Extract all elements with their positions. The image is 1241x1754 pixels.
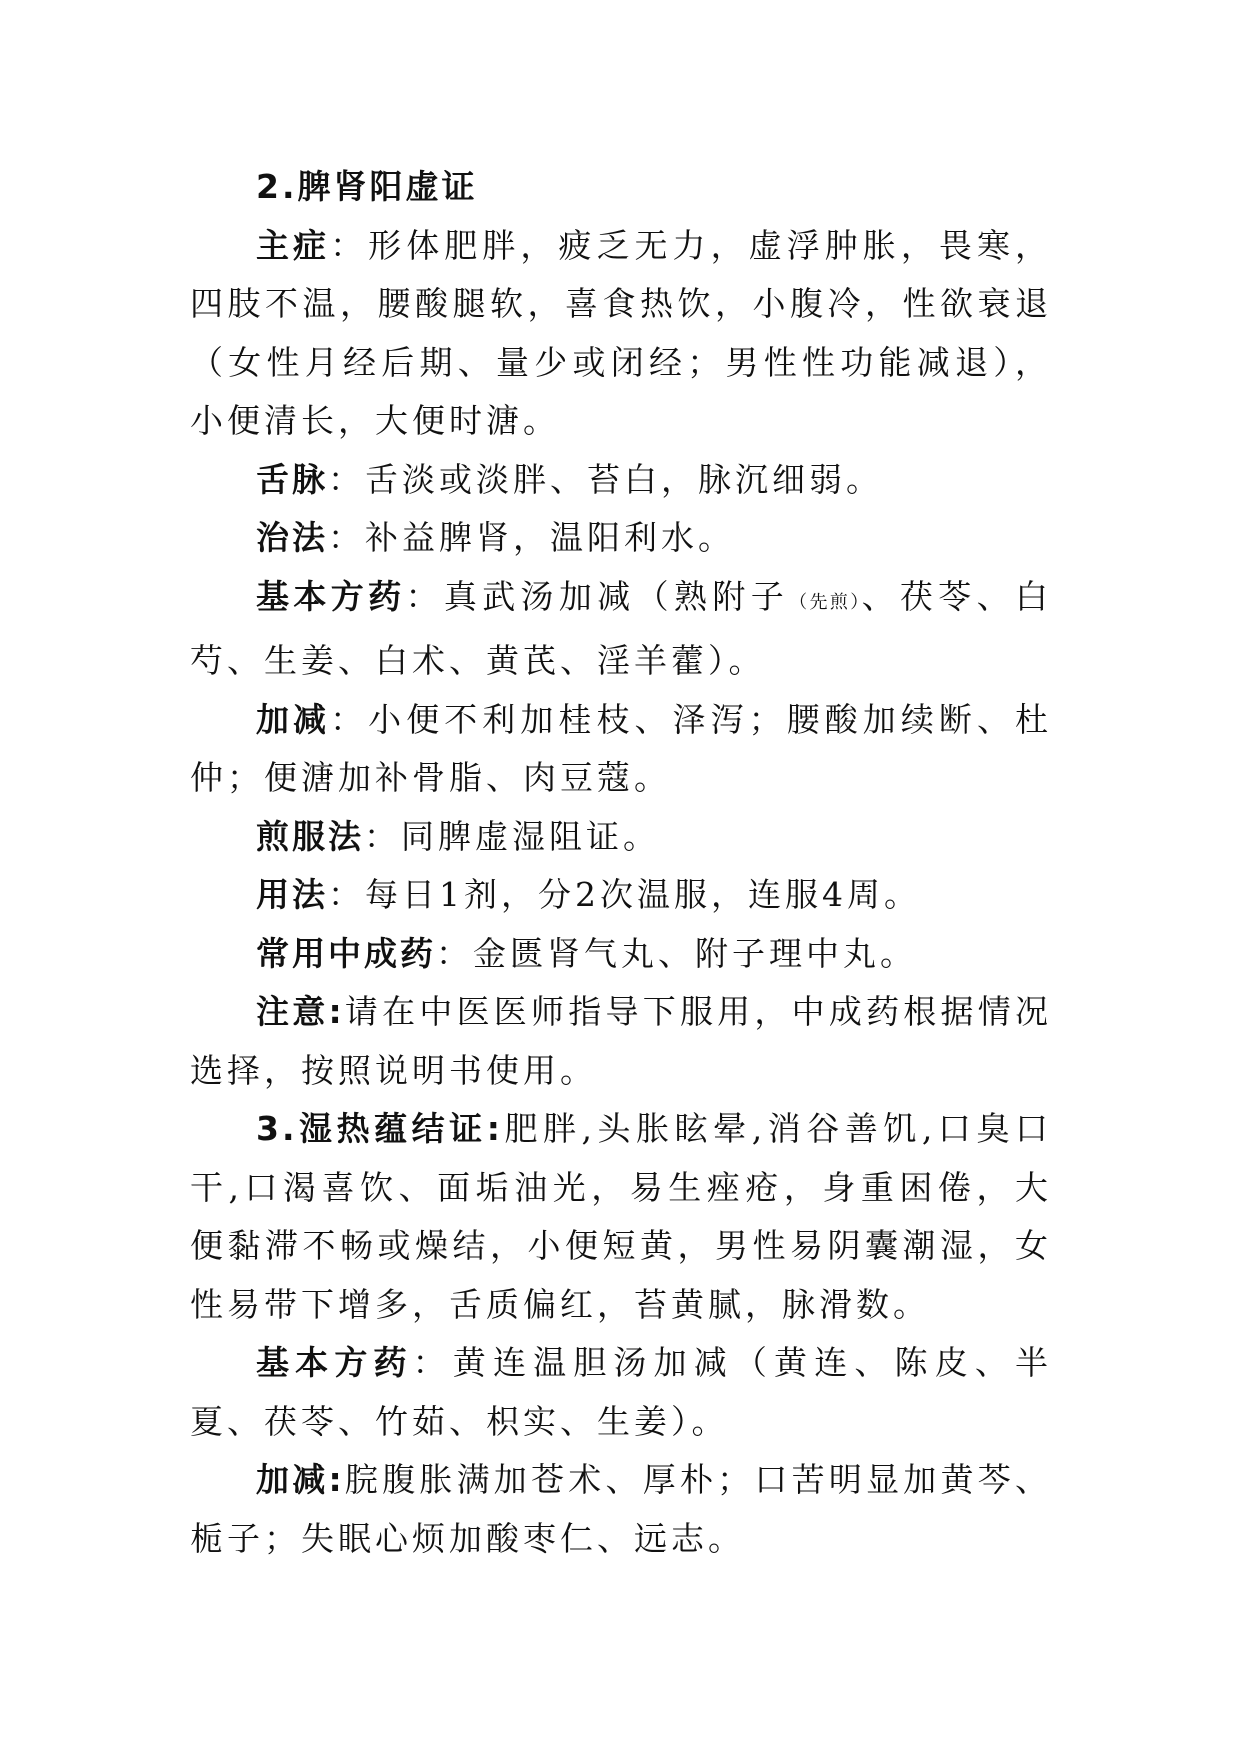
modification-paragraph bbox=[190, 691, 1052, 808]
caution-label: 注意: bbox=[256, 992, 345, 1031]
basic-formula-text-rest: 、茯苓、白芍、生姜、白术、黄芪、淫羊藿）。 bbox=[190, 576, 1053, 680]
tongue-pulse-text: ：舌淡或淡胖、苔白，脉沉细弱。 bbox=[328, 459, 883, 499]
section-3-formula-paragraph bbox=[190, 1334, 1052, 1451]
usage-paragraph bbox=[190, 866, 1052, 925]
main-symptoms-paragraph bbox=[190, 217, 1052, 451]
section-2-title-text: 2.脾肾阳虚证 bbox=[256, 167, 478, 206]
treatment-text: ：补益脾肾，温阳利水。 bbox=[328, 518, 735, 557]
treatment-label: 治法 bbox=[256, 518, 328, 557]
section-3-modification-label: 加减: bbox=[256, 1460, 345, 1499]
section-3-formula-text: ：黄连温胆汤加减（黄连、陈皮、半夏、茯苓、竹茹、枳实、生姜）。 bbox=[190, 1343, 1053, 1441]
main-symptoms-text: ：形体肥胖，疲乏无力，虚浮肿胀，畏寒，四肢不温，腰酸腿软，喜食热饮，小腹冷，性欲衰退（女性月经后期、量少或闭经；男性性功能减退），小便清长，大便时溏。 bbox=[190, 225, 1053, 440]
usage-label: 用法 bbox=[256, 875, 328, 914]
section-3-paragraph bbox=[190, 1100, 1052, 1334]
document-page bbox=[190, 158, 1052, 1568]
patent-medicine-label: 常用中成药 bbox=[256, 933, 436, 973]
basic-formula-text: ：真武汤加减（熟附子 bbox=[405, 576, 790, 616]
modification-text: ：小便不利加桂枝、泽泻；腰酸加续断、杜仲；便溏加补骨脂、肉豆蔻。 bbox=[190, 699, 1053, 797]
decoction-paragraph bbox=[190, 808, 1052, 867]
patent-medicine-text: ：金匮肾气丸、附子理中丸。 bbox=[436, 933, 917, 973]
treatment-paragraph bbox=[190, 509, 1052, 568]
section-3-formula-label: 基本方药 bbox=[256, 1343, 413, 1382]
section-3-modification-paragraph bbox=[190, 1451, 1052, 1568]
basic-formula-label: 基本方药 bbox=[256, 576, 406, 616]
section-3-modification-text: 脘腹胀满加苍术、厚朴；口苦明显加黄芩、栀子；失眠心烦加酸枣仁、远志。 bbox=[190, 1460, 1052, 1558]
caution-text: 请在中医医师指导下服用，中成药根据情况选择，按照说明书使用。 bbox=[190, 992, 1052, 1090]
basic-formula-paragraph bbox=[190, 568, 1052, 691]
decoction-text: ：同脾虚湿阻证。 bbox=[364, 816, 660, 856]
tongue-pulse-label: 舌脉 bbox=[256, 459, 328, 499]
modification-label: 加减 bbox=[256, 699, 331, 739]
caution-paragraph bbox=[190, 983, 1052, 1100]
section-2-title bbox=[190, 158, 1052, 217]
usage-text: ：每日1剂，分2次温服，连服4周。 bbox=[328, 875, 921, 914]
decoct-first-note: （先煎） bbox=[789, 591, 862, 613]
main-symptoms-label: 主症 bbox=[256, 225, 331, 265]
section-3-title: 3.湿热蕴结证: bbox=[256, 1109, 503, 1148]
decoction-label: 煎服法 bbox=[256, 816, 364, 856]
tongue-pulse-paragraph bbox=[190, 451, 1052, 510]
section-3-symptoms-text: 肥胖,头胀眩晕,消谷善饥,口臭口干,口渴喜饮、面垢油光，易生痤疮，身重困倦，大便黏滞不畅或燥结，小便短黄，男性易阴囊潮湿，女性易带下增多，舌质偏红，苔黄腻，脉滑数。 bbox=[190, 1109, 1052, 1324]
patent-medicine-paragraph bbox=[190, 925, 1052, 984]
